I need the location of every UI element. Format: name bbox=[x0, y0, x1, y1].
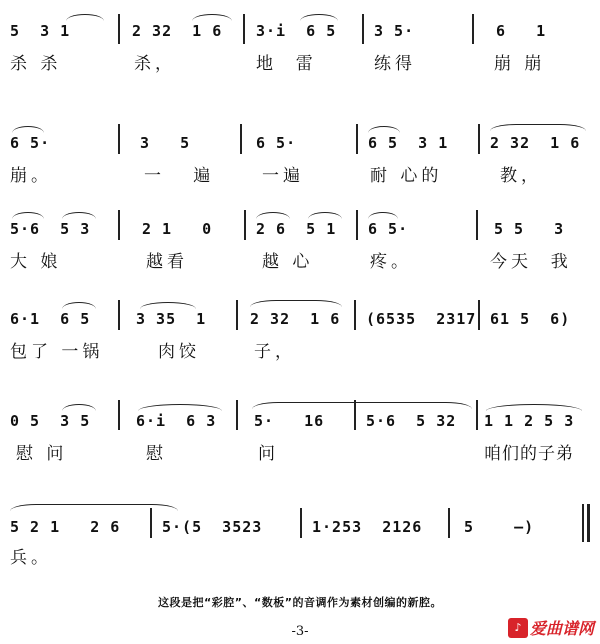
lyric-text: 一 遍 bbox=[144, 166, 215, 186]
lyric-text: 杀 杀 bbox=[10, 54, 62, 74]
bar-line bbox=[236, 300, 238, 330]
bar-line bbox=[476, 400, 478, 430]
slur bbox=[140, 302, 196, 309]
notation-measure: 5 2 1 2 6 bbox=[10, 518, 121, 536]
slur bbox=[490, 124, 586, 131]
notation-measure: 6 5· bbox=[256, 134, 297, 152]
slur bbox=[192, 14, 232, 21]
lyric-text: 问 bbox=[258, 444, 279, 464]
watermark-text: 爱曲谱网 bbox=[529, 619, 594, 638]
slur bbox=[252, 402, 472, 409]
slur bbox=[250, 300, 342, 307]
score-line-3 bbox=[0, 206, 600, 286]
lyric-text: 大 娘 bbox=[10, 252, 62, 272]
bar-line bbox=[476, 210, 478, 240]
notation-measure: 6·1 6 5 bbox=[10, 310, 91, 328]
lyric-text: 慰 bbox=[146, 444, 167, 464]
slur bbox=[12, 212, 44, 219]
watermark bbox=[508, 616, 594, 639]
lyric-text: 疼。 bbox=[370, 252, 412, 272]
lyric-text: 崩。 bbox=[10, 166, 52, 186]
slur bbox=[62, 404, 96, 411]
notation-measure: 5·(5 3523 bbox=[162, 518, 263, 536]
bar-line bbox=[362, 14, 364, 44]
notation-measure: 1·253 2126 bbox=[312, 518, 423, 536]
bar-line bbox=[356, 124, 358, 154]
notation-measure: 3·i 6 5 bbox=[256, 22, 337, 40]
score-line-1 bbox=[0, 10, 600, 90]
slur bbox=[368, 212, 398, 219]
notation-measure: 6·i 6 3 bbox=[136, 412, 217, 430]
notation-measure: 0 5 3 5 bbox=[10, 412, 91, 430]
slur bbox=[62, 212, 96, 219]
slur bbox=[300, 14, 338, 21]
score-line-4 bbox=[0, 296, 600, 376]
notation-measure: 2 32 1 6 bbox=[250, 310, 341, 328]
notation-measure: 3 35 1 bbox=[136, 310, 207, 328]
notation-measure: 1 1 2 5 3 bbox=[484, 412, 575, 430]
bar-line bbox=[354, 300, 356, 330]
score-line-2 bbox=[0, 120, 600, 200]
bar-line bbox=[118, 210, 120, 240]
notation-measure: 6 5 3 1 bbox=[368, 134, 449, 152]
bar-line bbox=[300, 508, 302, 538]
lyric-text: 今天 我 bbox=[490, 252, 572, 272]
footnote: 这段是把“彩腔”、“数板”的音调作为素材创编的新腔。 bbox=[158, 596, 442, 609]
lyric-text: 越看 bbox=[146, 252, 188, 272]
notation-measure: 2 32 1 6 bbox=[132, 22, 223, 40]
lyric-text: 杀， bbox=[134, 54, 176, 74]
notation-measure: 6 1 bbox=[496, 22, 547, 40]
lyric-text: 包了 一锅 bbox=[10, 342, 104, 362]
bar-line bbox=[243, 14, 245, 44]
notation-measure: 5 —) bbox=[464, 518, 535, 536]
lyric-text: 越 心 bbox=[262, 252, 314, 272]
slur bbox=[486, 404, 582, 411]
lyric-text: 肉饺 bbox=[158, 342, 200, 362]
notation-measure: 6 5· bbox=[368, 220, 409, 238]
notation-measure: 5· 16 bbox=[254, 412, 325, 430]
lyric-text: 耐 心的 bbox=[370, 166, 443, 186]
bar-line bbox=[118, 400, 120, 430]
notation-measure: 5·6 5 3 bbox=[10, 220, 91, 238]
bar-line bbox=[150, 508, 152, 538]
lyric-text: 崩 崩 bbox=[494, 54, 546, 74]
bar-line bbox=[236, 400, 238, 430]
notation-measure: 3 5 bbox=[140, 134, 191, 152]
lyric-text: 慰 问 bbox=[16, 444, 68, 464]
lyric-text: 子， bbox=[254, 342, 296, 362]
notation-measure: (6535 2317 bbox=[366, 310, 477, 328]
notation-measure: 2 6 5 1 bbox=[256, 220, 337, 238]
music-note-icon: ♪ bbox=[508, 618, 528, 638]
slur bbox=[138, 404, 222, 411]
slur bbox=[62, 302, 96, 309]
bar-line bbox=[244, 210, 246, 240]
lyric-text: 一遍 bbox=[262, 166, 304, 186]
bar-line bbox=[448, 508, 450, 538]
lyric-text: 地 雷 bbox=[256, 54, 317, 74]
double-bar-line bbox=[582, 504, 584, 542]
notation-measure: 6 5· bbox=[10, 134, 51, 152]
slur bbox=[66, 14, 104, 21]
notation-measure: 61 5 6) bbox=[490, 310, 571, 328]
slur bbox=[368, 126, 400, 133]
bar-line bbox=[472, 14, 474, 44]
score-line-5 bbox=[0, 396, 600, 476]
bar-line bbox=[478, 124, 480, 154]
slur bbox=[308, 212, 342, 219]
double-bar-line bbox=[587, 504, 590, 542]
bar-line bbox=[118, 300, 120, 330]
slur bbox=[10, 504, 178, 511]
lyric-text: 练得 bbox=[374, 54, 416, 74]
page-number: -3- bbox=[291, 624, 309, 639]
score-line-6 bbox=[0, 500, 600, 580]
notation-measure: 5 5 3 bbox=[494, 220, 565, 238]
slur bbox=[256, 212, 290, 219]
slur bbox=[12, 126, 44, 133]
notation-measure: 2 1 0 bbox=[142, 220, 213, 238]
lyric-text: 咱们的子弟 bbox=[484, 444, 574, 464]
bar-line bbox=[118, 14, 120, 44]
bar-line bbox=[118, 124, 120, 154]
bar-line bbox=[240, 124, 242, 154]
notation-measure: 3 5· bbox=[374, 22, 415, 40]
bar-line bbox=[356, 210, 358, 240]
notation-measure: 2 32 1 6 bbox=[490, 134, 581, 152]
notation-measure: 5 3 1 bbox=[10, 22, 71, 40]
lyric-text: 兵。 bbox=[10, 548, 52, 568]
bar-line bbox=[478, 300, 480, 330]
notation-measure: 5·6 5 32 bbox=[366, 412, 457, 430]
lyric-text: 教， bbox=[500, 166, 542, 186]
